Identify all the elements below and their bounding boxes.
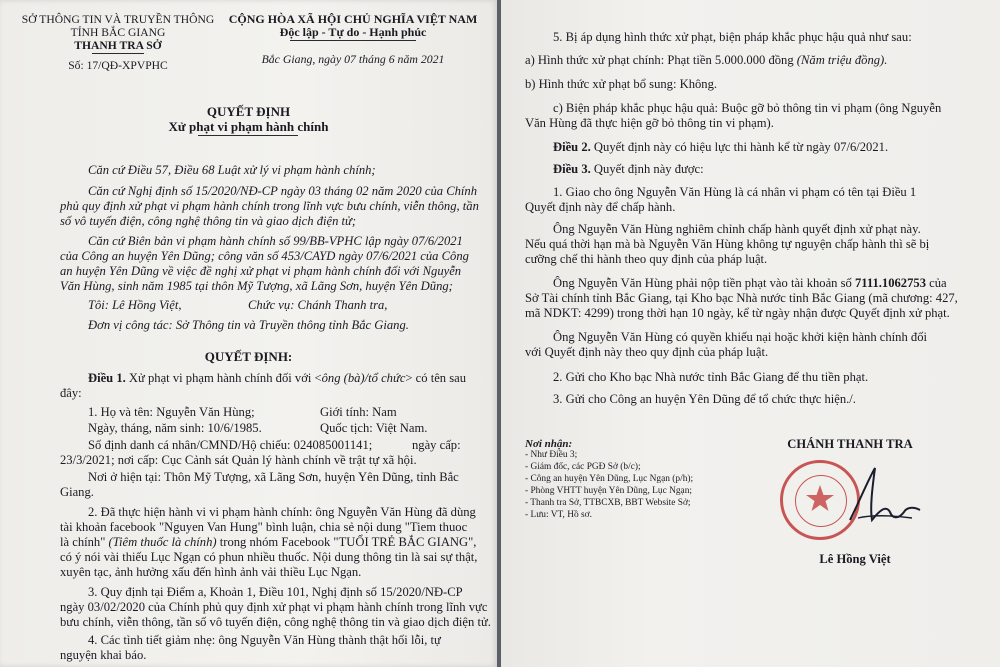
- recipients-title: Nơi nhận:: [525, 438, 573, 450]
- agency-underline: [92, 53, 144, 54]
- violator-dob: Ngày, tháng, năm sinh: 10/6/1985.: [88, 421, 262, 435]
- clause-5c-cont: Văn Hùng đã thực hiện gỡ bỏ thông tin vi phạm).: [525, 116, 774, 130]
- directive-2: 2. Gửi cho Kho bạc Nhà nước tỉnh Bắc Giang để thu tiền phạt.: [553, 370, 869, 384]
- clause-5b: b) Hình thức xử phạt bổ sung: Không.: [525, 77, 718, 91]
- mitigation-line: 4. Các tình tiết giảm nhẹ: ông Nguyễn Văn Hùng thành thật hối lỗi, tự: [88, 633, 441, 647]
- agency-line-1: SỞ THÔNG TIN VÀ TRUYỀN THÔNG: [21, 13, 215, 26]
- appeal-line: Ông Nguyễn Văn Hùng có quyền khiếu nại hoặc khởi kiện hành chính đối: [553, 330, 928, 344]
- compliance-line: Nếu quá thời hạn mà bà Nguyễn Văn Hùng không tự nguyện chấp hành thì sẽ bị: [525, 237, 930, 251]
- basis-line: phủ quy định xử phạt vi phạm hành chính trong lĩnh vực bưu chính, viễn thông, tần: [60, 199, 479, 213]
- payment-line: [553, 276, 947, 291]
- directive-1: 1. Giao cho ông Nguyễn Văn Hùng là cá nhân vi phạm có tên tại Điều 1: [553, 185, 917, 199]
- payment-text: Ông Nguyễn Văn Hùng phải nộp tiền phạt vào tài khoản số: [553, 276, 855, 290]
- violation-group: trong nhóm Facebook "TUỔI TRẺ BẮC GIANG",: [216, 535, 477, 549]
- officer-name: Tôi: Lê Hồng Việt,: [88, 298, 182, 312]
- clause-5c: c) Biện pháp khắc phục hậu quả: Buộc gỡ bỏ thông tin vi phạm (ông Nguyễn: [553, 101, 942, 115]
- signer-title: CHÁNH THANH TRA: [787, 437, 913, 451]
- place-date: Bắc Giang, ngày 07 tháng 6 năm 2021: [261, 52, 445, 66]
- recipient-item: - Giám đốc, các PGĐ Sở (b/c);: [525, 462, 641, 472]
- signature-icon: [820, 460, 930, 540]
- recipient-item: - Thanh tra Sở, TTBCXB, BBT Website Sở;: [525, 498, 691, 508]
- clause-5: 5. Bị áp dụng hình thức xử phạt, biện pháp khắc phục hậu quả như sau:: [553, 30, 912, 44]
- article-1-cont: đây:: [60, 386, 82, 400]
- appeal-line: với Quyết định này theo quy định của pháp luật.: [525, 345, 769, 359]
- violation-line: có ý nói vài thiếu Lục Ngạn có phun nhiều thuốc. Nội dung thông tin là sai sự thật,: [60, 550, 478, 564]
- violation-line: xuyên tạc, ảnh hưởng xấu đến hình ảnh vải thiều Lục Ngạn.: [60, 565, 362, 579]
- payment-line: Sở Tài chính tỉnh Bắc Giang, tại Kho bạc Nhà nước tỉnh Bắc Giang (mã chương: 427,: [525, 291, 958, 305]
- recipient-item: - Công an huyện Yên Dũng, Lục Ngạn (p/h);: [525, 474, 694, 484]
- basis-line: an huyện Yên Dũng về việc đề nghị xử phạt vi phạm hành chính đối với Nguyễn: [60, 264, 462, 278]
- agency-line-2: TỈNH BẮC GIANG: [70, 26, 166, 39]
- compliance-line: cưỡng chế thi hành theo quy định của pháp luật.: [525, 252, 768, 266]
- nation-motto: Độc lập - Tự do - Hạnh phúc: [279, 25, 427, 39]
- officer-unit: Đơn vị công tác: Sở Thông tin và Truyền thông tỉnh Bắc Giang.: [88, 318, 409, 332]
- basis-line: Căn cứ Nghị định số 15/2020/NĐ-CP ngày 03 tháng 02 năm 2020 của Chính: [88, 184, 477, 198]
- article-3-label: Điều 3.: [553, 162, 591, 176]
- article-1-label: Điều 1.: [88, 371, 126, 385]
- doc-title: QUYẾT ĐỊNH: [206, 104, 291, 119]
- recipient-item: - Phòng VHTT huyện Yên Dũng, Lục Ngạn;: [525, 486, 692, 496]
- officer-position: Chức vụ: Chánh Thanh tra,: [248, 298, 388, 312]
- violation-quote-translation: (Tiêm thuốc là chính): [108, 535, 217, 549]
- decide-heading: QUYẾT ĐỊNH:: [204, 349, 293, 364]
- violator-id-issuer: 23/3/2021; nơi cấp: Cục Cảnh sát Quản lý hành chính về trật tự xã hội.: [60, 453, 417, 467]
- regulation-line: ngày 03/02/2020 của Chính phủ quy định xử phạt vi phạm hành chính trong lĩnh vực: [60, 600, 488, 614]
- article-1-text-end: > có tên sau: [405, 371, 467, 385]
- violator-id: Số định danh cá nhân/CMND/Hộ chiếu: 024085001141;: [88, 438, 373, 452]
- violation-line: 2. Đã thực hiện hành vi vi phạm hành chính: ông Nguyễn Văn Hùng đã dùng: [88, 505, 476, 519]
- motto-underline: [290, 40, 416, 41]
- clause-5a-text: a) Hình thức xử phạt chính: Phạt tiền 5.000.000 đồng: [525, 53, 797, 67]
- violation-line: [60, 535, 476, 550]
- article-3: [553, 162, 704, 177]
- signer-name: Lê Hồng Việt: [819, 552, 891, 566]
- article-2: [553, 140, 888, 155]
- compliance-line: Ông Nguyễn Văn Hùng nghiêm chỉnh chấp hành quyết định xử phạt này.: [553, 222, 921, 236]
- payment-text-end: của: [926, 276, 947, 290]
- violator-gender: Giới tính: Nam: [320, 405, 397, 419]
- violator-name: 1. Họ và tên: Nguyễn Văn Hùng;: [88, 405, 255, 419]
- violation-quote: là chính": [60, 535, 109, 549]
- basis-line: Căn cứ Điều 57, Điều 68 Luật xử lý vi phạm hành chính;: [88, 163, 376, 177]
- agency-line-3: THANH TRA SỞ: [74, 39, 162, 52]
- clause-5a-words: (Năm triệu đồng).: [796, 53, 888, 67]
- article-1-subject: ông (bà)/tổ chức: [321, 371, 406, 385]
- mitigation-line: nguyện khai báo.: [60, 648, 147, 662]
- article-1: [88, 371, 466, 386]
- directive-1-cont: Quyết định này để chấp hành.: [525, 200, 676, 214]
- regulation-line: bưu chính, viễn thông, tần số vô tuyến điện, công nghệ thông tin và giao dịch điện tử.: [60, 615, 491, 629]
- article-3-text: Quyết định này được:: [590, 162, 704, 176]
- directive-3: 3. Gửi cho Công an huyện Yên Dũng để tổ chức thực hiện./.: [553, 392, 856, 406]
- payment-line: mã NDKT: 4299) trong thời hạn 10 ngày, kể từ ngày nhận được Quyết định xử phạt.: [525, 306, 950, 320]
- article-2-text: Quyết định này có hiệu lực thi hành kể từ ngày 07/6/2021.: [590, 140, 889, 154]
- doc-subtitle: Xử phạt vi phạm hành chính: [168, 119, 329, 134]
- recipient-item: - Lưu: VT, Hồ sơ.: [525, 510, 592, 520]
- nation-title: CỘNG HÒA XÃ HỘI CHỦ NGHĨA VIỆT NAM: [228, 12, 478, 26]
- account-number: 7111.1062753: [854, 276, 926, 290]
- violation-line: tài khoản facebook "Nguyen Van Hung" bình luận, chia sẻ nội dung "Tiem thuoc: [60, 520, 468, 534]
- basis-line: số vô tuyến điện, công nghệ thông tin và giao dịch điện tử;: [60, 214, 357, 228]
- title-underline: [198, 135, 298, 136]
- article-2-label: Điều 2.: [553, 140, 591, 154]
- basis-line: Văn Hùng, sinh năm 1985 tại thôn Mỹ Tượng, xã Lãng Sơn, huyện Yên Dũng;: [60, 279, 453, 293]
- violator-residence-cont: Giang.: [60, 485, 94, 499]
- violator-residence: Nơi ở hiện tại: Thôn Mỹ Tượng, xã Lãng Sơn, huyện Yên Dũng, tỉnh Bắc: [88, 470, 459, 484]
- basis-line: của Công an huyện Yên Dũng; công văn số 453/CAYD ngày 07/6/2021 của Công: [60, 249, 469, 263]
- clause-5a: [525, 53, 887, 68]
- basis-line: Căn cứ Biên bản vi phạm hành chính số 99/BB-VPHC lập ngày 07/6/2021: [88, 234, 463, 248]
- violator-nationality: Quốc tịch: Việt Nam.: [320, 421, 428, 435]
- article-1-text: Xử phạt vi phạm hành chính đối với <: [125, 371, 322, 385]
- document-number: Số: 17/QĐ-XPVPHC: [68, 59, 168, 72]
- left-page: [0, 0, 497, 667]
- violator-id-date-label: ngày cấp:: [412, 438, 461, 452]
- recipient-item: - Như Điều 3;: [525, 450, 578, 460]
- regulation-line: 3. Quy định tại Điểm a, Khoản 1, Điều 101, Nghị định số 15/2020/NĐ-CP: [88, 585, 463, 599]
